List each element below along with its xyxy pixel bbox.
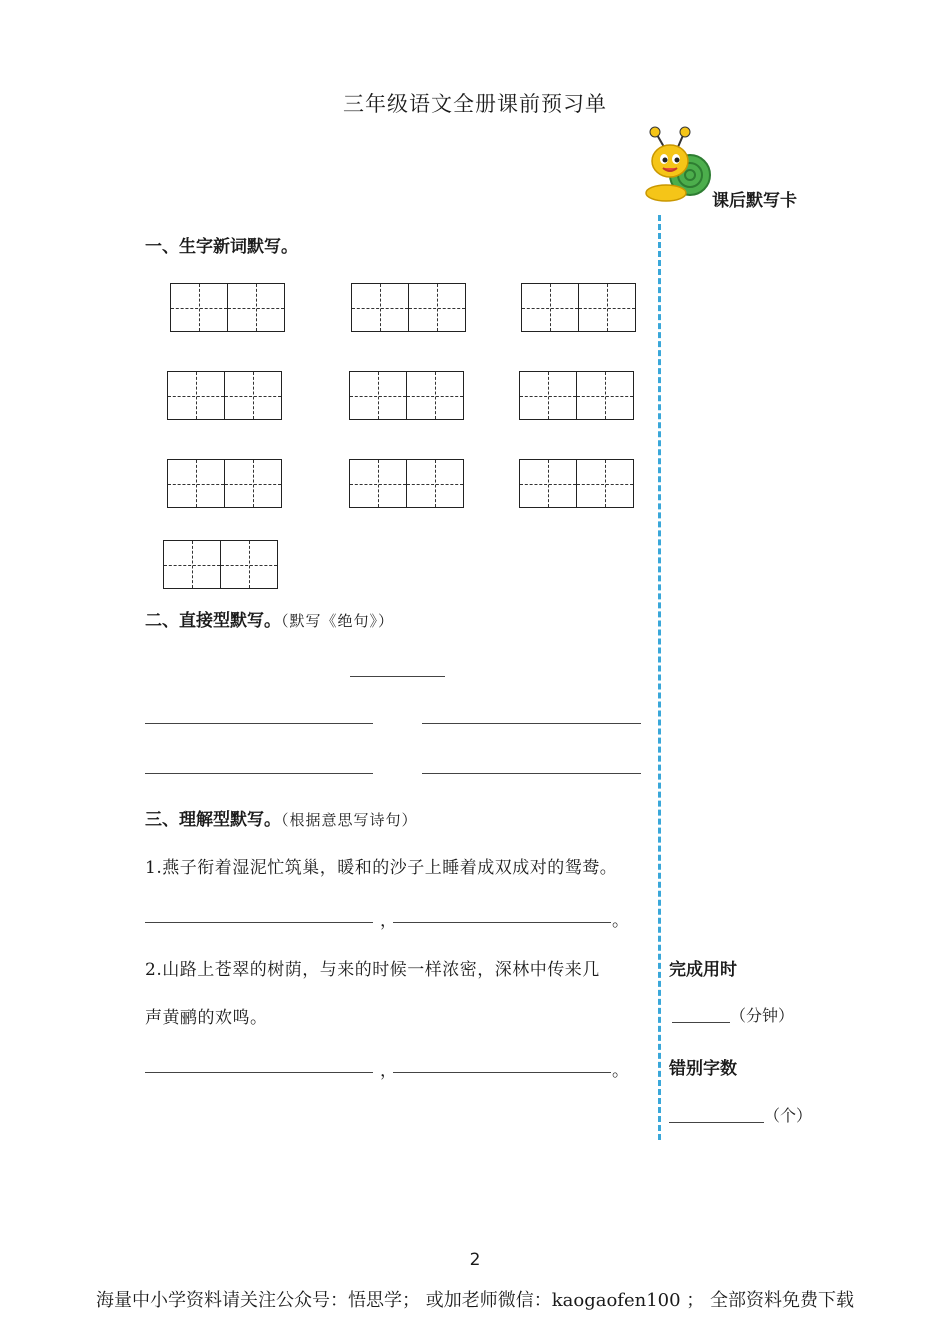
time-unit: （分钟） [730,1006,795,1025]
comma-mark: ， [380,911,397,931]
error-label: 错别字数 [669,1059,737,1079]
section2-note: （默写《绝句》） [281,612,395,630]
tian-grid-box[interactable] [170,283,285,332]
time-input-line[interactable] [672,1022,730,1023]
tian-grid-box[interactable] [351,283,466,332]
section2-heading: 二、直接型默写。（默写《绝句》） [145,611,395,631]
answer-line[interactable] [393,1072,611,1073]
tian-grid-box[interactable] [519,371,634,420]
side-card-label: 课后默写卡 [712,191,797,211]
error-input-line[interactable] [669,1122,764,1123]
poem-answer-line[interactable] [422,773,641,774]
page-title: 三年级语文全册课前预习单 [343,92,607,116]
section3-note: （根据意思写诗句） [281,811,418,829]
tian-grid-box[interactable] [521,283,636,332]
question-2-text-line1: 2.山路上苍翠的树荫，与来的时候一样浓密，深林中传来几 [145,960,600,980]
poem-title-line[interactable] [350,676,445,677]
snail-mascot-icon [640,125,712,205]
time-label: 完成用时 [669,960,737,980]
tian-grid-box[interactable] [163,540,278,589]
section1-heading: 一、生字新词默写。 [145,237,298,257]
period-mark: 。 [612,911,629,931]
question-2-text-line2: 声黄鹂的欢鸣。 [145,1008,268,1028]
question-1-text: 1.燕子衔着湿泥忙筑巢，暖和的沙子上睡着成双成对的鸳鸯。 [145,858,618,878]
page-number: 2 [469,1250,481,1270]
poem-answer-line[interactable] [145,723,373,724]
comma-mark: ， [380,1061,397,1081]
poem-answer-line[interactable] [145,773,373,774]
answer-line[interactable] [393,922,611,923]
dashed-divider [658,215,661,1140]
tian-grid-box[interactable] [167,459,282,508]
period-mark: 。 [612,1061,629,1081]
tian-grid-box[interactable] [349,371,464,420]
error-unit: （个） [764,1106,813,1125]
answer-line[interactable] [145,1072,373,1073]
section3-heading: 三、理解型默写。（根据意思写诗句） [145,810,418,830]
tian-grid-box[interactable] [519,459,634,508]
tian-grid-box[interactable] [349,459,464,508]
poem-answer-line[interactable] [422,723,641,724]
footer-text: 海量中小学资料请关注公众号：悟思学； 或加老师微信：kaogaofen100 ； 全部资料免费下载 [96,1290,854,1311]
tian-grid-box[interactable] [167,371,282,420]
answer-line[interactable] [145,922,373,923]
